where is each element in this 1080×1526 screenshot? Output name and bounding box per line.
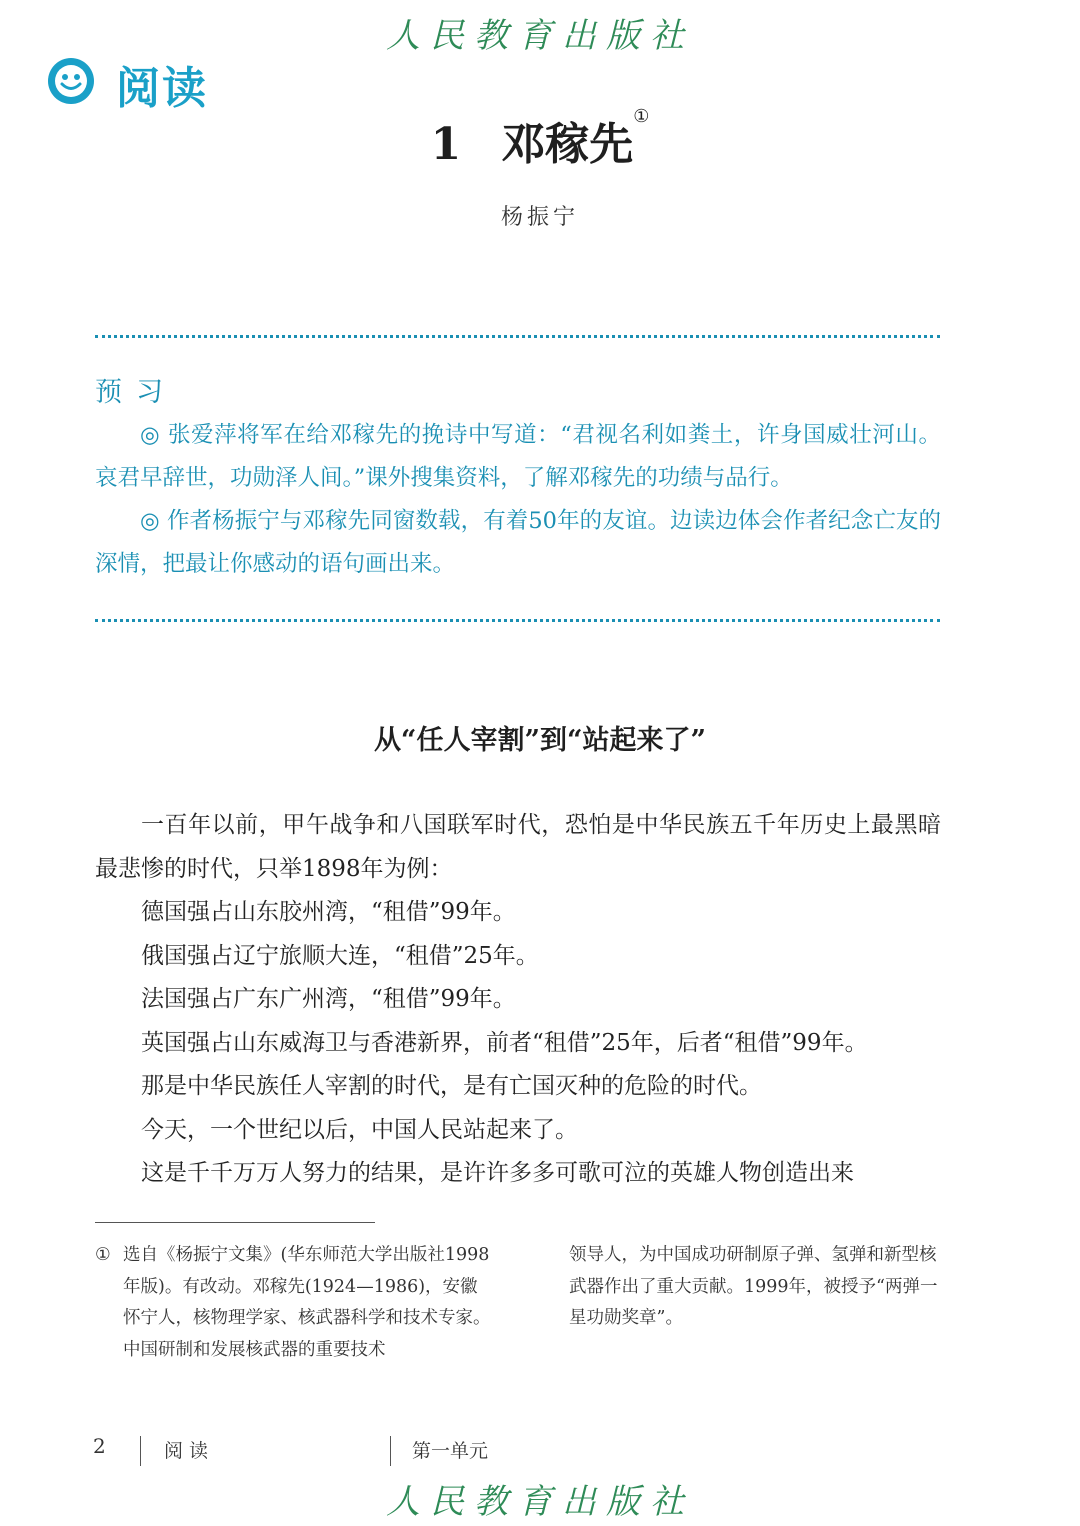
footnote-rule xyxy=(95,1222,375,1223)
publisher-header: 人民教育出版社 xyxy=(386,16,694,56)
footnote-text: 选自《杨振宁文集》(华东师范大学出版社1998年版)。有改动。邓稼先(1924—1986)，安徽怀宁人，核物理学家、核武器科学和技术专家。中国研制和发展核武器的重要技术 xyxy=(123,1245,491,1360)
author-name: 杨振宁 xyxy=(500,205,579,230)
footer-divider xyxy=(390,1436,391,1466)
footnote-marker: ① xyxy=(95,1245,111,1265)
section-title: 阅读 xyxy=(116,63,208,114)
lesson-number: 1 xyxy=(430,119,462,170)
lesson-name: 邓稼先 xyxy=(501,119,634,170)
footer-section: 阅读 xyxy=(164,1440,215,1462)
body-text xyxy=(95,804,941,1196)
paragraph: 俄国强占辽宁旅顺大连，“租借”25年。 xyxy=(141,942,539,969)
footnote-marker: ① xyxy=(633,106,650,127)
footer-divider xyxy=(140,1436,141,1466)
dotted-divider-bottom xyxy=(95,619,940,622)
footnote-right: 领导人，为中国成功研制原子弹、氢弹和新型核武器作出了重大贡献。1999年，被授予“两弹一星功勋奖章”。 xyxy=(569,1245,938,1328)
footer-unit: 第一单元 xyxy=(412,1440,489,1462)
preview-item: ◎ 张爱萍将军在给邓稼先的挽诗中写道：“君视名利如粪土，许身国威壮河山。哀君早辞世，功勋泽人间。”课外搜集资料，了解邓稼先的功绩与品行。 xyxy=(95,422,941,491)
page-number: 2 xyxy=(93,1434,106,1458)
paragraph: 德国强占山东胶州湾，“租借”99年。 xyxy=(141,899,516,925)
paragraph: 那是中华民族任人宰割的时代，是有亡国灭种的危险的时代。 xyxy=(141,1073,762,1099)
paragraph: 法国强占广东广州湾，“租借”99年。 xyxy=(141,986,516,1012)
dotted-divider-top xyxy=(95,335,940,338)
footnote-left xyxy=(95,1240,495,1366)
subheading: 从“任人宰割”到“站起来了” xyxy=(373,725,707,756)
lesson-title xyxy=(0,108,1080,172)
smiley-icon xyxy=(46,56,96,106)
preview-heading: 预习 xyxy=(95,377,177,408)
paragraph: 一百年以前，甲午战争和八国联军时代，恐怕是中华民族五千年历史上最黑暗最悲惨的时代，只举1898年为例： xyxy=(95,812,941,882)
paragraph: 这是千千万万人努力的结果，是许许多多可歌可泣的英雄人物创造出来 xyxy=(141,1160,854,1186)
preview-item: ◎ 作者杨振宁与邓稼先同窗数载，有着50年的友谊。边读边体会作者纪念亡友的深情，把最让你感动的语句画出来。 xyxy=(95,508,941,577)
publisher-footer: 人民教育出版社 xyxy=(386,1482,694,1522)
paragraph: 今天，一个世纪以后，中国人民站起来了。 xyxy=(141,1116,578,1143)
paragraph: 英国强占山东威海卫与香港新界，前者“租借”25年，后者“租借”99年。 xyxy=(141,1029,868,1056)
